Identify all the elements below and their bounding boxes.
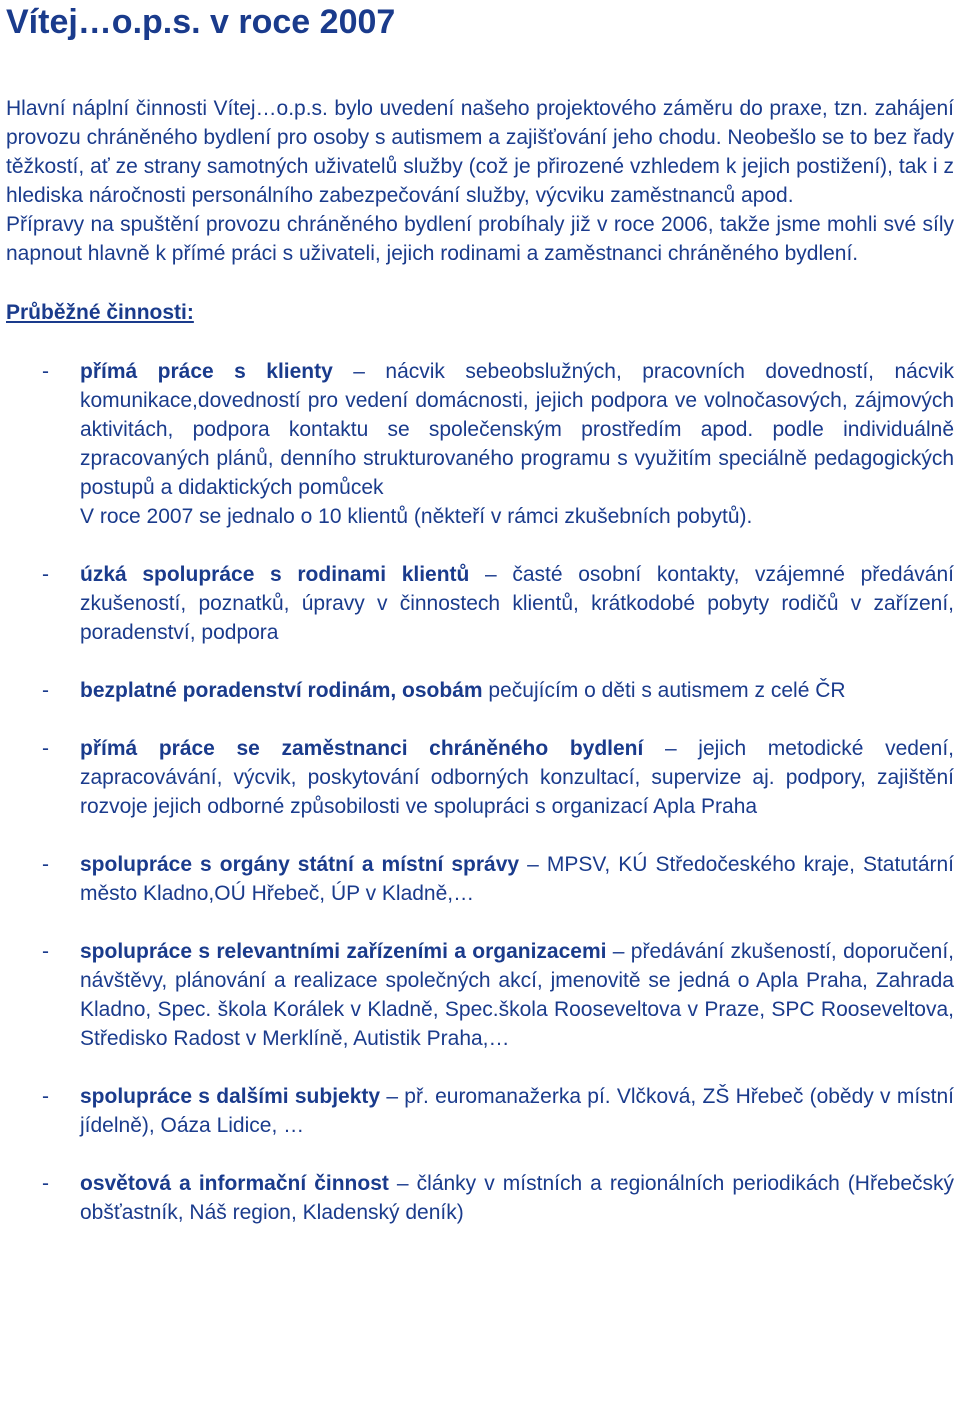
bullet-dash: -	[42, 563, 49, 586]
activity-text: – nácvik sebeobslužných, pracovních dovedností, nácvik komunikace,dovedností pro vedení domácnosti, jejich podpora ve volnočasových, zájmových aktivitách, podpora kontaktu se společenským prostředím apod. podle individuálně zpracovaných plánů, denního strukturovaného programu s využitím speciálně pedagogických postupů a didaktických pomůcek	[80, 360, 954, 499]
page-title: Vítej…o.p.s. v roce 2007	[6, 3, 396, 41]
preparation-paragraph: Přípravy na spuštění provozu chráněného bydlení probíhaly již v roce 2006, takže jsme mohli své síly napnout hlavně k přímé práci s uživateli, jejich rodinami a zaměstnanci chráněného bydlení.	[6, 213, 954, 265]
list-item	[6, 850, 954, 908]
activity-text: – př. euromanažerka pí. Vlčková, ZŠ Hřebeč (obědy v místní jídelně), Oáza Lidice, …	[80, 1085, 955, 1137]
activity-text: – MPSV, KÚ Středočeského kraje, Statutární město Kladno,OÚ Hřebeč, ÚP v Kladně,…	[80, 853, 955, 905]
bullet-dash: -	[42, 737, 49, 760]
activity-title: spolupráce s relevantními zařízeními a organizacemi	[80, 940, 607, 963]
activity-title: bezplatné poradenství rodinám, osobám	[80, 679, 483, 702]
activity-text: – předávání zkušeností, doporučení, návštěvy, plánování a realizace společných akcí, jmenovitě se jedná o Apla Praha, Zahrada Kladno, Spec. škola Korálek v Kladně, Spec.škola Rooseveltova v Praze, SPC Rooseveltova, Středisko Radost v Merklíně, Autistik Praha,…	[80, 940, 954, 1050]
activity-text: – časté osobní kontakty, vzájemné předávání zkušeností, poznatků, úpravy v činnostech klientů, krátkodobé pobyty rodičů v zařízení, poradenství, podpora	[80, 563, 954, 644]
activity-text: – jejich metodické vedení, zapracovávání, výcvik, poskytování odborných konzultací, supervize aj. podpory, zajištění rozvoje jejich odborné způsobilosti ve spolupráci s organizací Apla Praha	[80, 737, 955, 818]
bullet-dash: -	[42, 853, 49, 876]
activity-text: – články v místních a regionálních periodikách (Hřebečský obšťastník, Náš region, Kladenský deník)	[80, 1172, 954, 1224]
list-item	[6, 1169, 954, 1227]
bullet-dash: -	[42, 940, 49, 963]
bullet-dash: -	[42, 1085, 49, 1108]
activities-list	[6, 357, 954, 1227]
activity-title: úzká spolupráce s rodinami klientů	[80, 563, 470, 586]
bullet-dash: -	[42, 360, 49, 383]
list-item	[6, 734, 954, 821]
document-page	[6, 0, 954, 1256]
activity-title: přímá práce se zaměstnanci chráněného bydlení	[80, 737, 644, 760]
section-heading: Průběžné činnosti:	[6, 301, 194, 324]
bullet-dash: -	[42, 679, 49, 702]
list-item	[6, 1082, 954, 1140]
activity-note: V roce 2007 se jednalo o 10 klientů (někteří v rámci zkušebních pobytů).	[80, 505, 753, 528]
intro-paragraph: Hlavní náplní činnosti Vítej…o.p.s. bylo uvedení našeho projektového záměru do praxe, tzn. zahájení provozu chráněného bydlení pro osoby s autismem a zajišťování jeho chodu. Neobešlo se to bez řady těžkostí, ať ze strany samotných uživatelů služby (což je přirozené vzhledem k jejich postižení), tak i z hlediska náročnosti personálního zabezpečování služby, výcviku zaměstnanců apod.	[6, 97, 954, 207]
list-item	[6, 676, 954, 705]
activity-text: pečujícím o děti s autismem z celé ČR	[482, 679, 846, 702]
activity-title: přímá práce s klienty	[80, 360, 333, 383]
list-item	[6, 937, 954, 1053]
activity-title: osvětová a informační činnost	[80, 1172, 389, 1195]
activity-title: spolupráce s dalšími subjekty	[80, 1085, 381, 1108]
list-item	[6, 357, 954, 531]
list-item	[6, 560, 954, 647]
bullet-dash: -	[42, 1172, 49, 1195]
activity-title: spolupráce s orgány státní a místní správy	[80, 853, 520, 876]
